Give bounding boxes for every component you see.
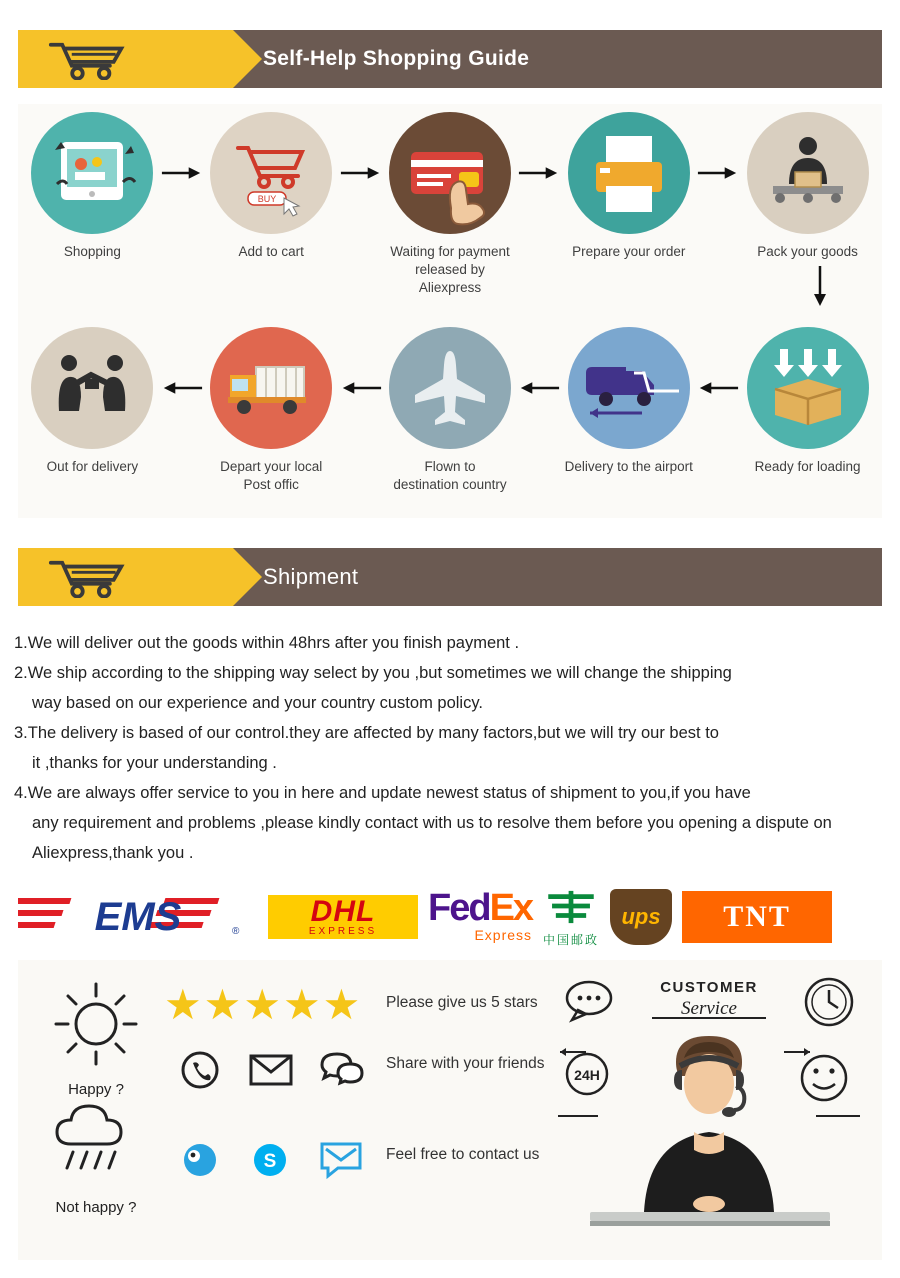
shopping-guide-flow: [18, 104, 882, 518]
cs-title-1: CUSTOMER: [660, 979, 758, 996]
credit-card-hand-icon: [389, 112, 511, 234]
tnt-logo: [682, 889, 832, 945]
guide-step-shopping: [26, 112, 159, 261]
printer-icon: [568, 112, 690, 234]
cart-buy-icon: [210, 112, 332, 234]
service-24h-badge: [560, 1048, 607, 1094]
phone-icon[interactable]: [178, 1048, 222, 1092]
airplane-icon: [389, 327, 511, 449]
arrow-right-icon: [159, 112, 205, 234]
guide-step-pack-goods: [741, 112, 874, 261]
wechat-icon[interactable]: [320, 1050, 364, 1090]
star-icon[interactable]: ★: [164, 981, 202, 1028]
arrow-left-icon: [695, 327, 741, 449]
handover-icon: [31, 327, 153, 449]
china-post-logo: [542, 889, 600, 945]
delivery-van-icon: [568, 327, 690, 449]
skype-icon[interactable]: [248, 1138, 292, 1182]
shipment-note-text: The delivery is based of our control.they are affected by many factors,but we will try our best to: [27, 724, 719, 742]
happy-label: Happy ?: [68, 1081, 124, 1098]
guide-step-add-to-cart: [205, 112, 338, 261]
shipment-note-cont: it ,thanks for your understanding .: [32, 754, 277, 772]
guide-banner: [18, 30, 882, 88]
guide-step-label: Prepare your order: [572, 244, 686, 259]
guide-row-1: [18, 112, 882, 297]
guide-step-ready-loading: [741, 327, 874, 476]
guide-step-label: Pack your goods: [757, 244, 858, 259]
star-icon[interactable]: ★: [322, 981, 361, 1028]
dhl-sub: EXPRESS: [308, 925, 378, 937]
contact-text: Feel free to contact us: [386, 1146, 540, 1163]
tablet-shopping-icon: [31, 112, 153, 234]
star-icon[interactable]: ★: [203, 981, 242, 1028]
star-icon[interactable]: ★: [243, 981, 281, 1028]
rain-cloud-icon: [41, 1100, 151, 1190]
dhl-logo: [268, 889, 418, 945]
guide-step-label: Ready for loading: [754, 459, 861, 474]
guide-step-label: Delivery to the airport: [564, 459, 693, 474]
contact-icons-row-2: [178, 1138, 364, 1182]
customer-service-block: [18, 960, 882, 1260]
svg-text:S: S: [263, 1151, 277, 1172]
star-icon[interactable]: ★: [282, 981, 321, 1028]
shipment-note-text: We will deliver out the goods within 48hrs after you finish payment .: [27, 634, 520, 652]
guide-step-prepare-order: [562, 112, 695, 261]
shipment-note-text: We ship according to the shipping way select by you ,but sometimes we will change the shipping: [27, 664, 732, 682]
china-post-sub: 中国邮政: [543, 933, 600, 947]
ems-logo: [18, 889, 258, 945]
arrow-right-icon: [695, 112, 741, 234]
box-loading-icon: [747, 327, 869, 449]
shipment-note-cont: way based on our experience and your country custom policy.: [32, 694, 483, 712]
arrow-right-icon: [516, 112, 562, 234]
contact-icons-row-1: [178, 1048, 364, 1092]
arrow-left-icon: [338, 327, 384, 449]
email-icon[interactable]: [248, 1050, 294, 1090]
shipment-note-1: [14, 628, 886, 658]
shipment-note-cont: any requirement and problems ,please kindly contact with us to resolve them before you opening a dispute on Aliexpress,thank you .: [32, 814, 832, 862]
customer-service-agent-icon: [544, 966, 874, 1251]
shipment-note-number: 1.: [14, 634, 28, 652]
fedex-sub: Express: [474, 927, 533, 943]
ups-logo: [610, 889, 672, 945]
shipment-note-number: 2.: [14, 664, 28, 682]
guide-row-2: [18, 327, 882, 494]
agent-figure: [644, 1036, 774, 1212]
shipment-note-2: [14, 658, 886, 718]
guide-step-waiting-payment: [384, 112, 517, 297]
guide-step-out-for-delivery: [26, 327, 159, 476]
packing-worker-icon: [747, 112, 869, 234]
star-rating[interactable]: [164, 981, 361, 1028]
not-happy-label: Not happy ?: [55, 1199, 137, 1216]
shopping-cart-icon: [48, 40, 126, 80]
cs-title-2: Service: [681, 998, 737, 1019]
dhl-name: DHL: [310, 894, 376, 928]
arrow-down-icon: [810, 264, 830, 304]
fedex-wordmark: FedEx: [428, 887, 533, 929]
fedex-logo: [428, 889, 532, 945]
guide-step-label: Flown to destination country: [393, 459, 507, 492]
arrow-right-icon: [338, 112, 384, 234]
guide-step-depart-post-office: [205, 327, 338, 494]
guide-step-label: Depart your local Post offic: [220, 459, 323, 492]
svg-text:®: ®: [232, 926, 240, 937]
shipment-banner-title: Shipment: [263, 564, 359, 589]
happy-group: [36, 976, 156, 1098]
china-post-mark: [542, 889, 600, 931]
shipment-note-text: We are always offer service to you in here and update newest status of shipment to you,if you have: [27, 784, 751, 802]
carrier-logos: [18, 888, 882, 946]
shipment-note-number: 4.: [14, 784, 28, 802]
arrow-left-icon: [516, 327, 562, 449]
guide-step-label: Waiting for payment released by Aliexpress: [390, 244, 510, 295]
shopping-cart-icon: [48, 558, 126, 598]
sun-icon: [41, 976, 151, 1072]
not-happy-group: [36, 1100, 156, 1216]
rating-request-text: Please give us 5 stars: [386, 994, 538, 1011]
shipment-note-4: [14, 778, 886, 868]
arrow-left-icon: [159, 327, 205, 449]
guide-step-label: Out for delivery: [46, 459, 139, 474]
product-description-page: [0, 30, 900, 1260]
shipment-note-3: [14, 718, 886, 778]
guide-banner-title: Self-Help Shopping Guide: [263, 47, 530, 70]
svg-text:BUY: BUY: [257, 194, 277, 204]
shipment-note-number: 3.: [14, 724, 28, 742]
guide-step-delivery-airport: [562, 327, 695, 476]
ups-wordmark: ups: [610, 889, 672, 945]
guide-step-label: Add to cart: [238, 244, 304, 259]
svg-text:24H: 24H: [574, 1067, 600, 1083]
guide-step-flown: [384, 327, 517, 494]
messenger-icon[interactable]: [178, 1138, 222, 1182]
message-icon[interactable]: [318, 1140, 364, 1180]
shipment-banner: [18, 548, 882, 606]
clock-icon: [806, 979, 852, 1025]
guide-step-label: Shopping: [63, 244, 121, 259]
chat-bubble-icon: [567, 982, 611, 1020]
truck-icon: [210, 327, 332, 449]
svg-text:EMS: EMS: [94, 895, 182, 939]
smiley-icon: [784, 1048, 846, 1100]
shipment-notes: [14, 628, 886, 868]
share-text: Share with your friends: [386, 1055, 545, 1072]
tnt-wordmark: TNT: [723, 900, 791, 933]
